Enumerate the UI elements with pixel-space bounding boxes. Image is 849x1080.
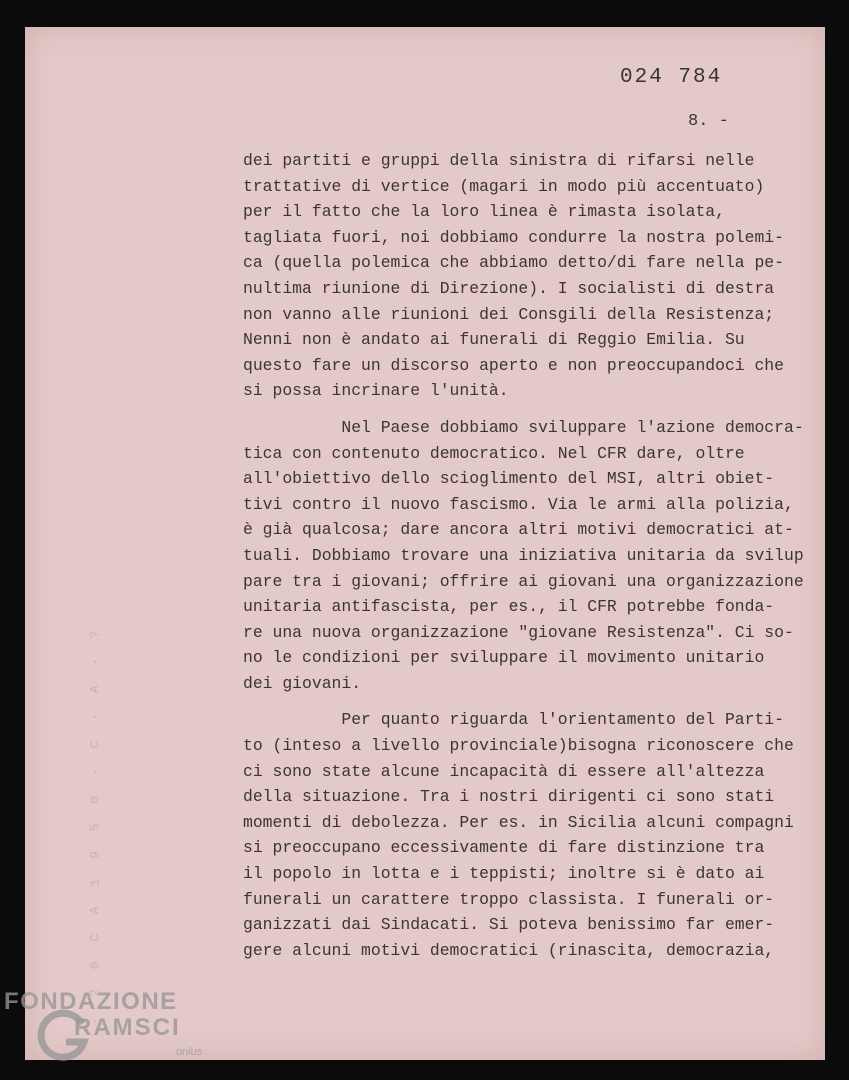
text-line: pare tra i giovani; offrire ai giovani una organizzazione bbox=[243, 571, 804, 591]
text-line: unitaria antifascista, per es., il CFR potrebbe fonda- bbox=[243, 597, 775, 617]
watermark-line2: RAMSCI bbox=[74, 1014, 181, 1041]
text-line: nultima riunione di Direzione). I socialisti di destra bbox=[243, 278, 775, 298]
watermark-sub: onlus bbox=[176, 1046, 203, 1058]
text-line: si possa incrinare l'unità. bbox=[243, 381, 509, 401]
text-line: no le condizioni per sviluppare il movimento unitario bbox=[243, 648, 765, 668]
archive-number: 024 784 bbox=[620, 66, 723, 89]
typed-text-body bbox=[243, 148, 813, 963]
text-line: ca (quella polemica che abbiamo detto/di fare nella pe- bbox=[243, 253, 784, 273]
text-line: tuali. Dobbiamo trovare una iniziativa unitaria da svilup bbox=[243, 545, 804, 565]
text-line: della situazione. Tra i nostri dirigenti ci sono stati bbox=[243, 787, 775, 807]
text-line: per il fatto che la loro linea è rimasta isolata, bbox=[243, 202, 725, 222]
text-line: tivi contro il nuovo fascismo. Via le armi alla polizia, bbox=[243, 494, 794, 514]
text-line: ci sono state alcune incapacità di essere all'altezza bbox=[243, 761, 765, 781]
paragraph-gap bbox=[243, 404, 813, 415]
text-line: Nenni non è andato ai funerali di Reggio Emilia. Su bbox=[243, 330, 745, 350]
watermark-line1: FONDAZIONE bbox=[4, 988, 178, 1015]
text-line: tagliata fuori, noi dobbiamo condurre la nostra polemi- bbox=[243, 227, 784, 247]
text-line: all'obiettivo dello scioglimento del MSI, altri obiet- bbox=[243, 469, 775, 489]
text-line: si preoccupano eccessivamente di fare distinzione tra bbox=[243, 838, 765, 858]
text-line: to (inteso a livello provinciale)bisogna riconoscere che bbox=[243, 736, 794, 756]
page-number: 8. - bbox=[688, 112, 729, 131]
text-line: re una nuova organizzazione "giovane Resistenza". Ci so- bbox=[243, 622, 794, 642]
margin-stamp-text: · 2 0 C A 1 9 5 0 · C · A · ? bbox=[87, 624, 103, 1025]
paragraph-gap bbox=[243, 696, 813, 707]
text-line: Per quanto riguarda l'orientamento del Parti- bbox=[243, 710, 784, 730]
text-line: tica con contenuto democratico. Nel CFR dare, oltre bbox=[243, 443, 745, 463]
text-line: è già qualcosa; dare ancora altri motivi democratici at- bbox=[243, 520, 794, 540]
text-line: il popolo in lotta e i teppisti; inoltre si è dato ai bbox=[243, 864, 765, 884]
text-line: ganizzati dai Sindacati. Si poteva benissimo far emer- bbox=[243, 915, 775, 935]
text-line: non vanno alle riunioni dei Consgili della Resistenza; bbox=[243, 304, 775, 324]
text-line: dei partiti e gruppi della sinistra di rifarsi nelle bbox=[243, 151, 755, 170]
text-line: Nel Paese dobbiamo sviluppare l'azione democra- bbox=[243, 417, 804, 437]
margin-stamp bbox=[55, 67, 115, 1027]
fondazione-gramsci-watermark bbox=[4, 988, 219, 1078]
text-line: trattative di vertice (magari in modo più accentuato) bbox=[243, 176, 765, 196]
text-line: funerali un carattere troppo classista. I funerali or- bbox=[243, 889, 775, 909]
text-line: dei giovani. bbox=[243, 673, 362, 693]
text-line: momenti di debolezza. Per es. in Sicilia alcuni compagni bbox=[243, 812, 794, 832]
text-line: questo fare un discorso aperto e non preoccupandoci che bbox=[243, 355, 784, 375]
text-line: gere alcuni motivi democratici (rinascita, democrazia, bbox=[243, 940, 775, 960]
